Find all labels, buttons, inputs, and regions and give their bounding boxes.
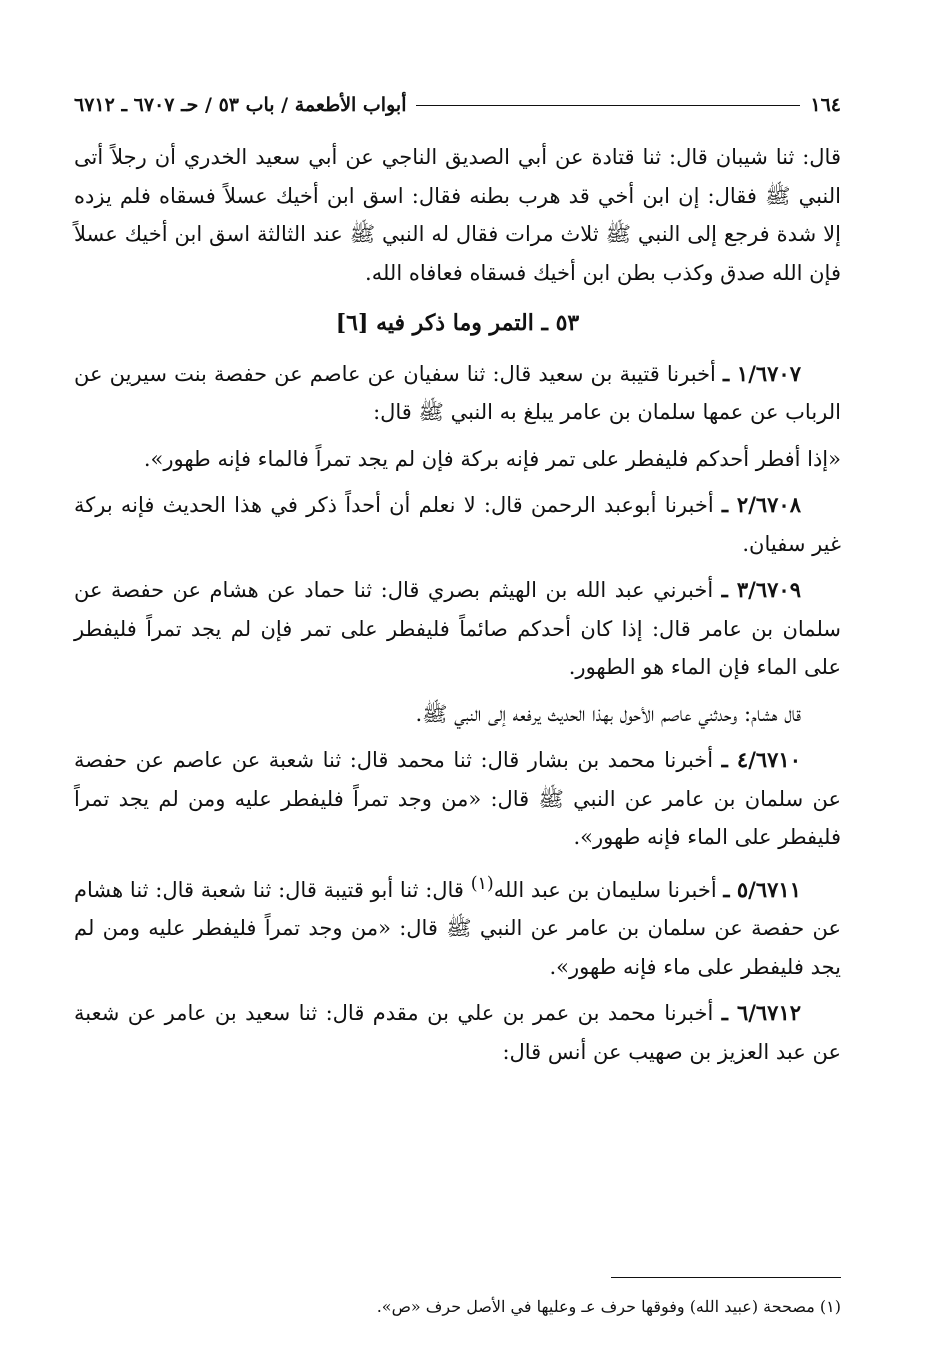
hadith-number: ١/٦٧٠٧ ـ — [723, 360, 801, 386]
hadith-number: ٤/٦٧١٠ ـ — [721, 747, 801, 772]
running-title: أبواب الأطعمة / باب ٥٣ / حـ ٦٧٠٧ ـ ٦٧١٢ — [74, 94, 407, 116]
hadith-number: ٢/٦٧٠٨ ـ — [721, 492, 801, 517]
hadith-6707-quote: «إذا أفطر أحدكم فليفطر على تمر فإنه بركة فإن لم يجد تمراً فالماء فإنه طهور». — [143, 446, 841, 471]
hadith-6707 — [74, 355, 841, 432]
hadith-number: ٥/٦٧١١ ـ — [723, 876, 801, 902]
hadith-text: أخبرني عبد الله بن الهيثم بصري قال: ثنا حماد عن هشام عن حفصة عن سلمان بن عامر قال: إذا كان أحدكم صائماً فليفطر على تمر فإن لم يجد تمراً فليفطر على الماء فإن الماء هو الطهور. — [74, 578, 841, 679]
running-header — [74, 88, 841, 122]
hadith-text: أخبرنا محمد بن عمر بن علي بن مقدم قال: ثنا سعيد بن عامر عن شعبة عن عبد العزيز بن صهيب عن أنس قال: — [74, 1001, 841, 1064]
hadith-6711 — [74, 865, 841, 987]
hadith-number: ٦/٦٧١٢ ـ — [721, 1000, 802, 1025]
footnote: (١) مصححة (عبيد الله) وفوقها حرف عـ وعليها في الأصل حرف «ص». — [376, 1297, 841, 1316]
hadith-6709 — [74, 571, 841, 687]
page-number: ١٦٤ — [810, 94, 841, 116]
hadith-6708 — [74, 486, 841, 563]
main-text — [74, 138, 841, 1079]
hadith-text: أخبرنا قتيبة بن سعيد قال: ثنا سفيان عن عاصم عن حفصة بنت سيرين عن الرباب عن عمها سلمان بن عامر يبلغ به النبي ﷺ قال: — [74, 361, 841, 424]
section-heading: ٥٣ ـ التمر وما ذكر فيه [٦] — [335, 310, 580, 336]
hadith-text: قال: ثنا أبو قتيبة قال: ثنا شعبة قال: ثنا هشام عن حفصة عن سلمان بن عامر عن النبي ﷺ قال: «من وجد تمراً فليفطر عليه ومن لم يجد فليفطر على ماء فإنه طهور». — [74, 877, 841, 979]
hadith-number: ٣/٦٧٠٩ ـ — [721, 577, 801, 602]
footnote-rule — [611, 1277, 841, 1278]
hadith-6710 — [74, 741, 841, 857]
header-rule — [416, 105, 800, 106]
footnote-reference[interactable]: (١) — [470, 873, 494, 894]
intro-paragraph: قال: ثنا شيبان قال: ثنا قتادة عن أبي الصديق الناجي عن أبي سعيد الخدري أن رجلاً أتى النبي ﷺ فقال: إن ابن أخي قد هرب بطنه فقال: اسق ابن أخيك عسلاً فسقاه فلم يزده إلا شدة فرجع إلى النبي ﷺ ثلاث مرات فقال له النبي ﷺ عند الثالثة اسق ابن أخيك عسلاً فإن الله صدق وكذب بطن ابن أخيك فسقاه فعافاه الله. — [74, 145, 841, 285]
hadith-text: أخبرنا محمد بن بشار قال: ثنا محمد قال: ثنا شعبة عن عاصم عن حفصة عن سلمان بن عامر عن النبي ﷺ قال: «من وجد تمراً فليفطر عليه ومن لم يجد تمراً فليفطر على الماء فإنه طهور». — [74, 748, 841, 849]
hadith-text: أخبرنا سليمان بن عبد الله — [493, 877, 717, 902]
hadith-6709-note: قال هشام: وحدثني عاصم الأحول بهذا الحديث يرفعه إلى النبي ﷺ. — [415, 701, 801, 726]
hadith-6712 — [74, 994, 841, 1071]
hadith-text: أخبرنا أبوعبد الرحمن قال: لا نعلم أن أحداً ذكر في هذا الحديث فإنه بركة غير سفيان. — [74, 493, 841, 556]
